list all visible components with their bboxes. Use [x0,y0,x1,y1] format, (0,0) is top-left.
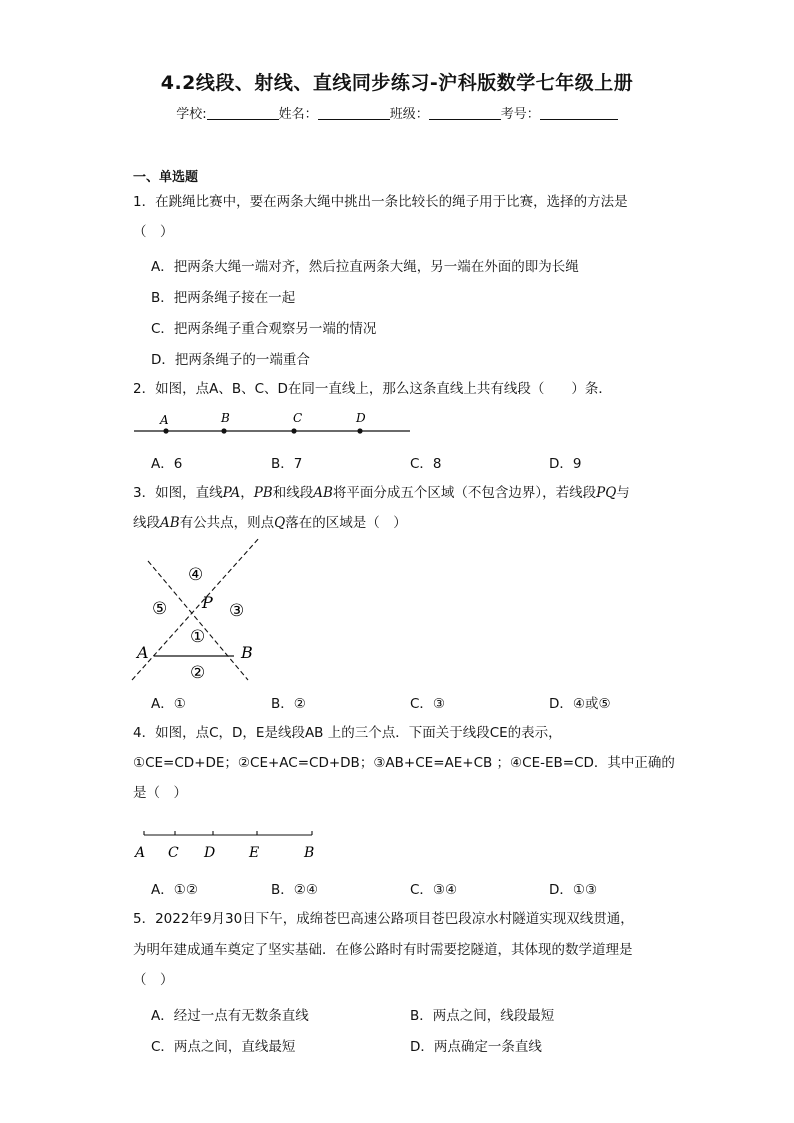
question-5-option-a[interactable]: A．经过一点有无数条直线 [151,1008,309,1024]
question-2-option-c[interactable]: C．8 [410,456,442,472]
label-b: B [221,411,230,425]
question-3-text-line1: 3．如图，直线PA，PB和线段AB将平面分成五个区域（不包含边界），若线段PQ与 [133,485,630,501]
question-4-text-line2: ①CE=CD+DE；②CE+AC=CD+DB；③AB+CE=AE+CB ；④CE-EB=CD．其中正确的 [133,755,675,771]
class-blank[interactable] [429,105,501,120]
question-3-option-c[interactable]: C．③ [410,696,446,712]
label-d: D [356,411,366,425]
point-d [357,428,362,433]
question-2-option-d[interactable]: D．9 [549,456,582,472]
question-2-option-b[interactable]: B．7 [271,456,303,472]
section-heading: 一、单选题 [133,170,199,185]
page-title: 4.2线段、射线、直线同步练习-沪科版数学七年级上册 [160,72,634,94]
question-1-option-b[interactable]: B．把两条绳子接在一起 [151,290,296,306]
question-5-option-b[interactable]: B．两点之间，线段最短 [410,1008,555,1024]
question-3-option-a[interactable]: A．① [151,696,186,712]
question-3-text-line2: 线段AB有公共点，则点Q落在的区域是（ ） [133,515,407,531]
point-b-label: B [241,643,253,662]
student-info-line [0,103,794,122]
region-2-label: ② [190,663,206,683]
question-5-option-d[interactable]: D．两点确定一条直线 [410,1039,542,1055]
question-5-text-line1: 5．2022年9月30日下午，成绵苍巴高速公路项目苍巴段凉水村隧道实现双线贯通， [133,911,634,927]
question-1-option-a[interactable]: A．把两条大绳一端对齐，然后拉直两条大绳，另一端在外面的即为长绳 [151,259,579,275]
question-5-text-line3: （ ） [133,972,174,988]
question-2-option-a[interactable]: A．6 [151,456,183,472]
point-p-label: P [202,593,213,612]
question-4-text-line1: 4．如图，点C，D，E是线段AB 上的三个点．下面关于线段CE的表示， [133,725,562,741]
question-2-figure [130,406,420,440]
question-1-text: 1．在跳绳比赛中，要在两条大绳中挑出一条比较长的绳子用于比赛，选择的方法是 [133,194,628,210]
label-a: A [160,413,169,427]
label-d: D [204,845,216,861]
question-1-option-c[interactable]: C．把两条绳子重合观察另一端的情况 [151,321,377,337]
question-4-option-c[interactable]: C．③④ [410,882,458,898]
label-c: C [293,411,303,425]
name-blank[interactable] [318,105,390,120]
region-3-label: ③ [229,601,245,621]
point-b [221,428,226,433]
label-a: A [135,845,146,861]
school-blank[interactable] [207,105,279,120]
id-blank[interactable] [540,105,618,120]
question-4-option-d[interactable]: D．①③ [549,882,598,898]
id-label: 考号： [500,107,540,122]
question-4-figure [130,826,330,864]
question-4-option-a[interactable]: A．①② [151,882,198,898]
label-c: C [168,845,179,861]
label-b: B [304,845,315,861]
label-e: E [249,845,260,861]
question-5-text-line2: 为明年建成通车奠定了坚实基础．在修公路时有时需要挖隧道，其体现的数学道理是 [133,942,633,958]
class-label: 班级： [389,107,429,122]
point-a [163,428,168,433]
question-3-option-b[interactable]: B．② [271,696,306,712]
question-4-text-line3: 是（ ） [133,785,187,801]
question-3-figure [128,535,268,685]
point-c [291,428,296,433]
region-1-label: ① [190,627,206,647]
question-3-option-d[interactable]: D．④或⑤ [549,696,611,712]
name-label: 姓名： [278,107,318,122]
question-5-option-c[interactable]: C．两点之间，直线最短 [151,1039,296,1055]
point-a-label: A [137,643,149,662]
school-label: 学校: [176,107,207,122]
question-1-option-d[interactable]: D．把两条绳子的一端重合 [151,352,310,368]
question-4-option-b[interactable]: B．②④ [271,882,318,898]
question-2-text: 2．如图，点A、B、C、D在同一直线上，那么这条直线上共有线段（ ）条． [133,381,612,397]
region-5-label: ⑤ [152,599,168,619]
region-4-label: ④ [188,565,204,585]
question-1-bracket: （ ） [133,224,174,240]
